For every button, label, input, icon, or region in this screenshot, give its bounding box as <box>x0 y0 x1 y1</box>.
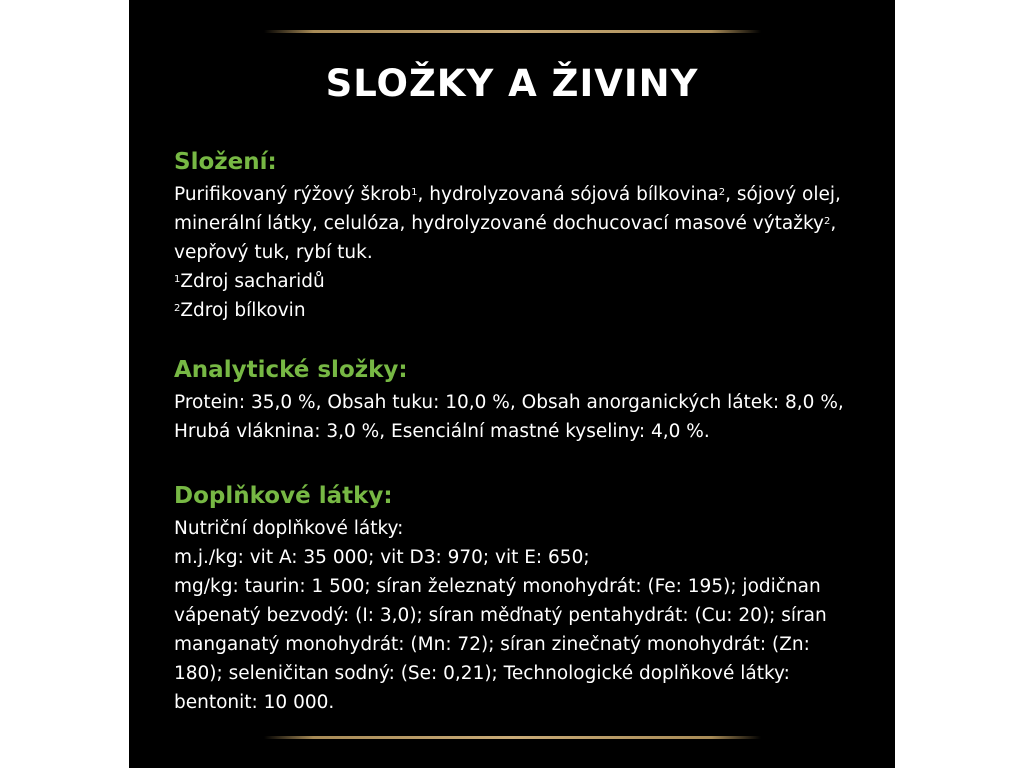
additives-line: 180); seleničitan sodný: (Se: 0,21); Technologické doplňkové látky: <box>174 663 790 684</box>
additives-line: mg/kg: taurin: 1 500; síran železnatý monohydrát: (Fe: 195); jodičnan <box>174 576 821 597</box>
additives-line: Nutriční doplňkové látky: <box>174 518 404 539</box>
ingredients-panel <box>129 0 895 768</box>
page-title: SLOŽKY A ŽIVINY <box>325 62 699 105</box>
footnote-marker: 2 <box>823 216 831 227</box>
top-gold-divider <box>264 30 761 33</box>
additives-heading: Doplňkové látky: <box>174 483 393 509</box>
composition-text <box>174 180 874 325</box>
footnote-marker: 1 <box>411 187 418 198</box>
analytical-line: Hrubá vláknina: 3,0 %, Esenciální mastné kyseliny: 4,0 %. <box>174 421 710 442</box>
composition-line-1: Purifikovaný rýžový škrob$^1$, hydrolyzovaná sójová bílkovina$^2$, sójový olej, <box>174 184 841 205</box>
analytical-line: Protein: 35,0 %, Obsah tuku: 10,0 %, Obsah anorganických látek: 8,0 %, <box>174 392 844 413</box>
analytical-heading: Analytické složky: <box>174 357 408 383</box>
additives-text <box>174 514 874 717</box>
bottom-gold-divider <box>264 736 761 739</box>
analytical-text <box>174 388 874 446</box>
additives-line: vápenatý bezvodý: (I: 3,0); síran měďnatý pentahydrát: (Cu: 20); síran <box>174 605 827 626</box>
composition-line-3: vepřový tuk, rybí tuk. <box>174 242 373 263</box>
footnote-marker: 2 <box>718 187 726 198</box>
additives-line: bentonit: 10 000. <box>174 692 335 713</box>
additives-section <box>174 482 874 717</box>
analytical-section <box>174 356 874 446</box>
composition-heading: Složení: <box>174 149 277 175</box>
additives-line: manganatý monohydrát: (Mn: 72); síran zinečnatý monohydrát: (Zn: <box>174 634 810 655</box>
footnote-2: $^2$Zdroj bílkovin <box>174 300 306 321</box>
additives-line: m.j./kg: vit A: 35 000; vit D3: 970; vit E: 650; <box>174 547 590 568</box>
footnote-1: $^1$Zdroj sacharidů <box>174 271 325 292</box>
composition-line-2: minerální látky, celulóza, hydrolyzované dochucovací masové výtažky$^2$, <box>174 213 837 234</box>
composition-section <box>174 148 874 325</box>
